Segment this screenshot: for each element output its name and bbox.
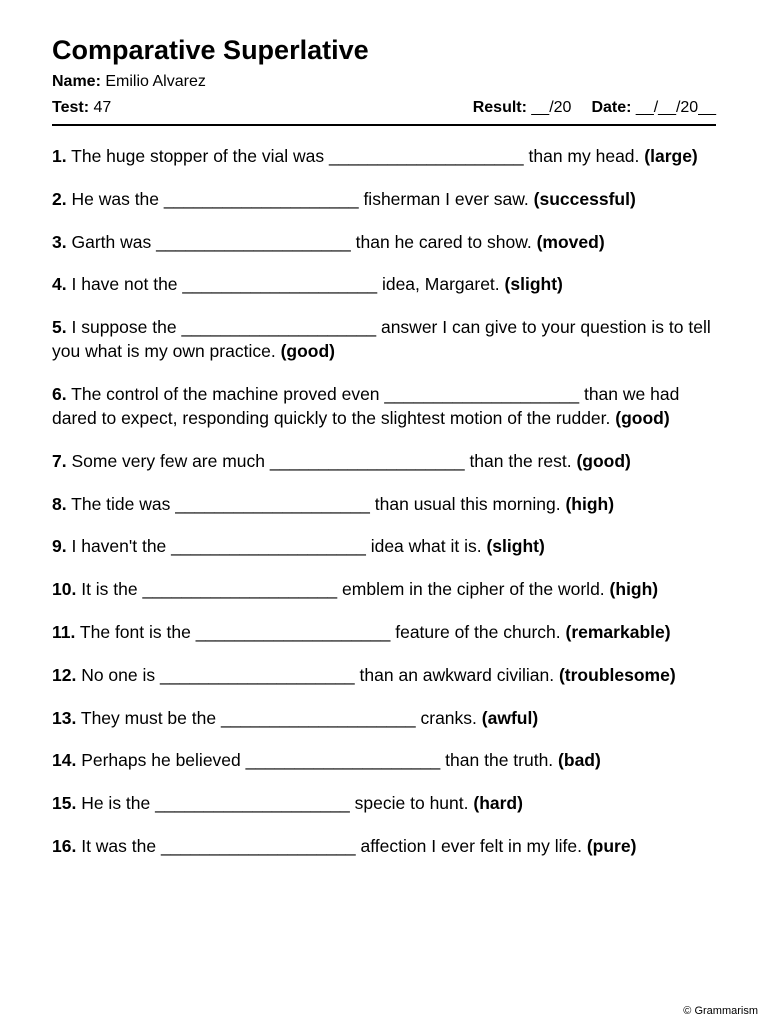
question-hint: (moved) <box>536 231 605 252</box>
answer-blank[interactable]: ____________________ <box>160 835 356 856</box>
question-hint: (bad) <box>558 750 601 771</box>
question-hint: (remarkable) <box>565 621 671 642</box>
question-text-after: emblem in the cipher of the world. <box>342 579 605 600</box>
question-text-before: I have not the <box>71 274 178 295</box>
question-number: 15. <box>52 793 77 814</box>
answer-blank[interactable]: ____________________ <box>245 750 441 771</box>
question-text-after: feature of the church. <box>395 621 561 642</box>
answer-blank[interactable]: ____________________ <box>384 383 580 404</box>
name-row <box>52 72 716 92</box>
question-number: 7. <box>52 450 67 471</box>
answer-blank[interactable]: ____________________ <box>269 450 465 471</box>
name-label: Name: <box>52 73 101 90</box>
question-hint: (hard) <box>473 793 523 814</box>
question-text-before: Perhaps he believed <box>81 750 241 771</box>
answer-blank[interactable]: ____________________ <box>181 317 377 338</box>
question-text-after: cranks. <box>420 707 477 728</box>
question-hint: (high) <box>565 493 615 514</box>
test-number <box>52 98 111 118</box>
question-hint: (pure) <box>586 835 637 856</box>
question-number: 5. <box>52 317 67 338</box>
question-item <box>52 187 716 211</box>
question-number: 4. <box>52 274 67 295</box>
question-item <box>52 748 716 772</box>
question-hint: (troublesome) <box>558 664 676 685</box>
question-text-before: He is the <box>81 793 151 814</box>
answer-blank[interactable]: ____________________ <box>171 536 366 557</box>
worksheet <box>52 32 716 877</box>
result-date-group <box>473 98 716 118</box>
question-text-before: Some very few are much <box>71 450 266 471</box>
test-value: 47 <box>93 99 112 116</box>
question-hint: (good) <box>576 450 631 471</box>
question-item <box>52 577 716 601</box>
question-text-after: affection I ever felt in my life. <box>360 835 582 856</box>
answer-blank[interactable]: ____________________ <box>175 493 370 514</box>
question-item <box>52 272 716 296</box>
question-number: 3. <box>52 231 67 252</box>
question-number: 2. <box>52 188 67 209</box>
page-title: Comparative Superlative <box>52 35 369 65</box>
question-text-before: Garth was <box>71 231 152 252</box>
answer-blank[interactable]: ____________________ <box>155 793 350 814</box>
question-item <box>52 663 716 687</box>
question-text-before: I haven't the <box>71 536 167 557</box>
date-value: __/__/20__ <box>635 99 716 116</box>
question-item <box>52 492 716 516</box>
question-item <box>52 834 716 858</box>
test-label: Test: <box>52 99 90 116</box>
question-text-before: The control of the machine proved even <box>71 383 380 404</box>
question-number: 6. <box>52 383 67 404</box>
answer-blank[interactable]: ____________________ <box>163 188 359 209</box>
answer-blank[interactable]: ____________________ <box>156 231 351 252</box>
question-item <box>52 382 716 430</box>
question-hint: (high) <box>609 579 659 600</box>
answer-blank[interactable]: ____________________ <box>182 274 378 295</box>
question-text-before: The tide was <box>71 493 171 514</box>
question-list <box>52 144 716 858</box>
question-text-before: He was the <box>71 188 160 209</box>
question-text-after: than the rest. <box>469 450 572 471</box>
copyright-notice: © Grammarism <box>683 1005 758 1017</box>
question-number: 1. <box>52 146 67 166</box>
answer-blank[interactable]: ____________________ <box>160 664 355 685</box>
answer-blank[interactable]: ____________________ <box>195 621 391 642</box>
question-hint: (slight) <box>486 536 545 557</box>
question-text-after: than we had dared to expect, responding quickly to the slightest motion of the rudder. <box>52 383 680 428</box>
question-number: 13. <box>52 707 77 728</box>
date-label: Date: <box>591 99 632 116</box>
name-value: Emilio Alvarez <box>105 73 206 90</box>
result-label: Result: <box>472 99 527 116</box>
question-text-after: answer I can give to your question is to tell you what is my own practice. <box>52 317 711 362</box>
question-text-after: than my head. <box>528 146 640 166</box>
question-item <box>52 315 716 363</box>
question-item <box>52 791 716 815</box>
answer-blank[interactable]: ____________________ <box>328 146 524 166</box>
answer-blank[interactable]: ____________________ <box>220 707 416 728</box>
question-item <box>52 144 716 168</box>
question-text-after: than the truth. <box>445 750 554 771</box>
question-item <box>52 230 716 254</box>
question-text-before: The font is the <box>79 621 191 642</box>
question-number: 10. <box>52 579 77 600</box>
question-text-after: than an awkward civilian. <box>359 664 555 685</box>
question-number: 16. <box>52 835 77 856</box>
question-hint: (successful) <box>533 188 636 209</box>
question-number: 9. <box>52 536 67 557</box>
question-text-after: than he cared to show. <box>355 231 532 252</box>
question-item <box>52 534 716 558</box>
question-number: 8. <box>52 493 67 514</box>
question-text-before: It was the <box>81 835 157 856</box>
question-text-after: idea, Margaret. <box>381 274 500 295</box>
question-text-after: idea what it is. <box>370 536 482 557</box>
question-hint: (large) <box>644 146 698 166</box>
date-field <box>591 98 716 118</box>
question-text-after: fisherman I ever saw. <box>363 188 529 209</box>
question-item <box>52 706 716 730</box>
question-hint: (awful) <box>481 707 539 728</box>
question-text-after: than usual this morning. <box>374 493 561 514</box>
question-number: 12. <box>52 664 77 685</box>
test-info-row <box>52 98 716 126</box>
result-value: __/20 <box>531 99 572 116</box>
question-hint: (good) <box>615 407 670 428</box>
question-text-before: It is the <box>81 579 138 600</box>
question-text-before: I suppose the <box>71 317 177 338</box>
question-text-after: specie to hunt. <box>354 793 469 814</box>
question-hint: (slight) <box>504 274 563 295</box>
result-field <box>473 98 572 118</box>
question-hint: (good) <box>280 341 335 362</box>
question-text-before: The huge stopper of the vial was <box>71 146 325 166</box>
question-text-before: No one is <box>81 664 156 685</box>
question-number: 11. <box>52 621 76 642</box>
question-item <box>52 620 716 644</box>
question-item <box>52 449 716 473</box>
question-number: 14. <box>52 750 77 771</box>
question-text-before: They must be the <box>80 707 217 728</box>
answer-blank[interactable]: ____________________ <box>142 579 338 600</box>
